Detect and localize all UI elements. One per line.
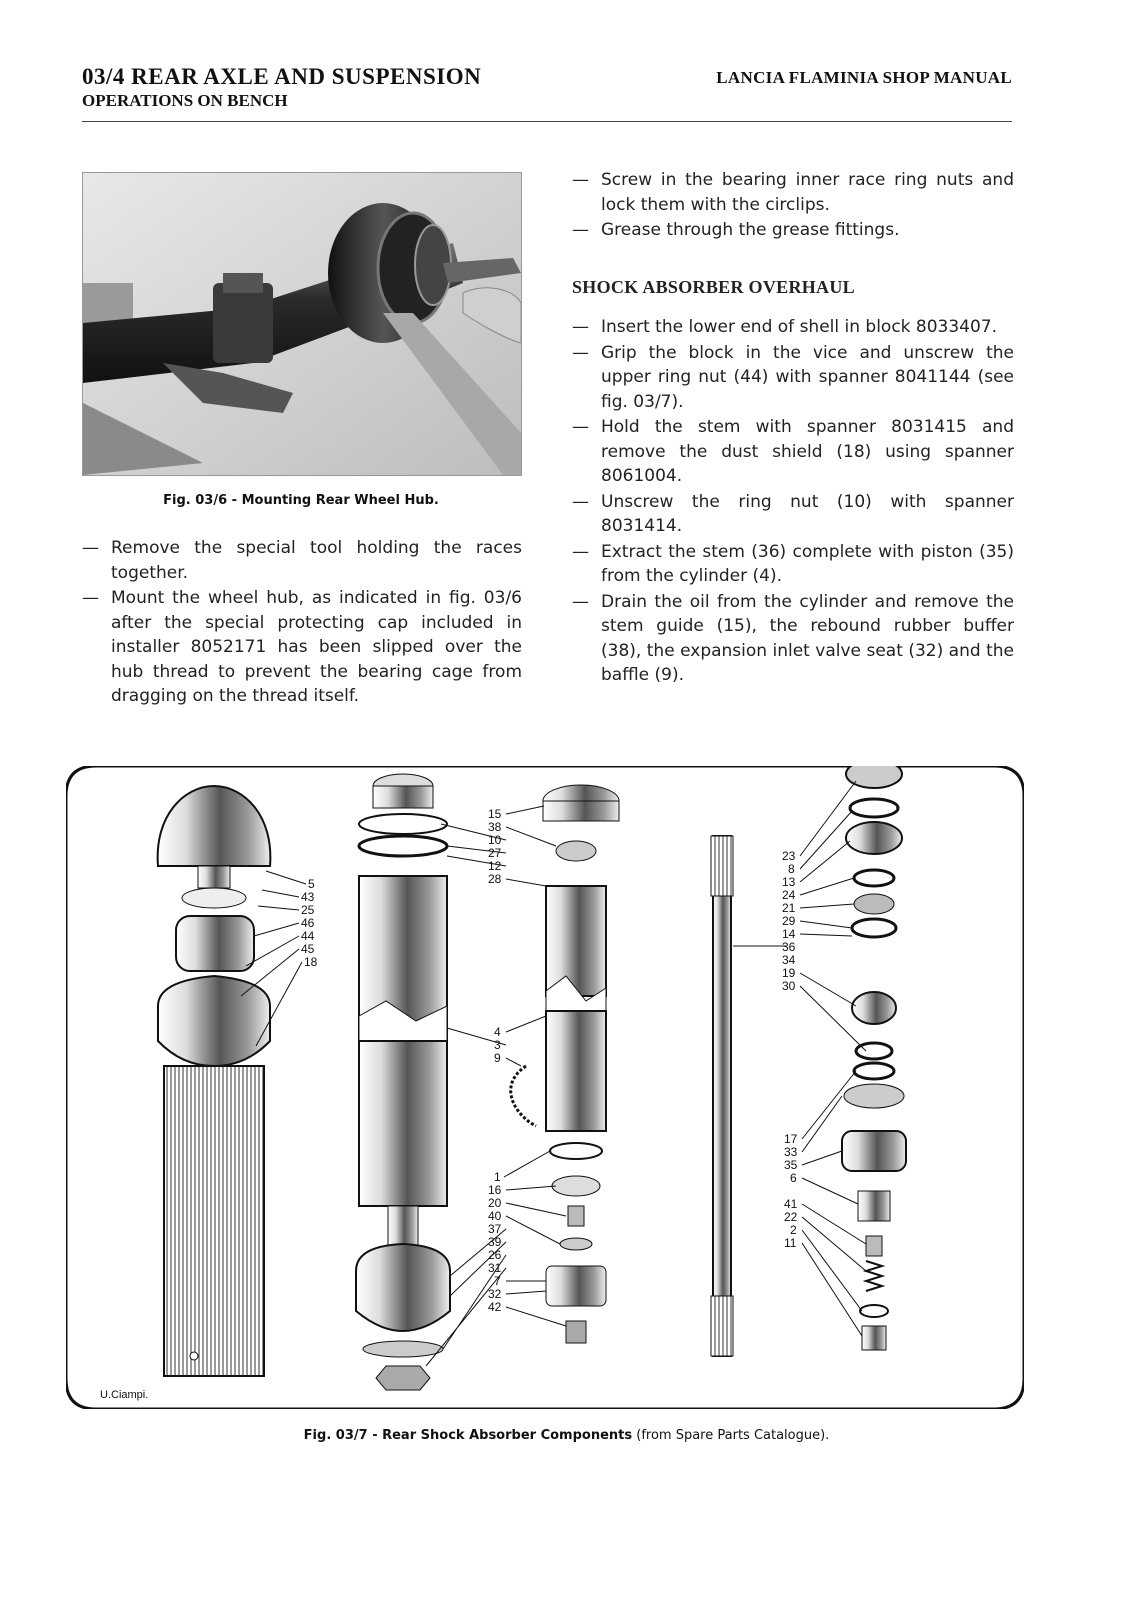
part-label: 14: [782, 927, 796, 941]
wheel-hub-illustration: [83, 173, 521, 475]
outer-shell-assembly: [158, 786, 271, 1376]
part-label: 36: [782, 940, 796, 954]
part-label: 12: [488, 859, 502, 873]
right-column: [572, 168, 1014, 689]
wheel-hub-photo: [82, 172, 522, 476]
list-item: — Insert the lower end of shell in block 8033407.: [572, 315, 1014, 340]
page-subtitle: OPERATIONS ON BENCH: [82, 91, 288, 110]
part-label: 23: [782, 849, 796, 863]
list-item-text: Hold the stem with spanner 8031415 and remove the dust shield (18) using spanner 8061004.: [601, 417, 1014, 486]
part-label: 37: [488, 1222, 502, 1236]
header-rule: [82, 121, 1012, 122]
list-item: — Mount the wheel hub, as indicated in fig. 03/6 after the special protecting cap included in installer 8052171 has been slipped over the hub thread to prevent the bearing cage from dragging on the thread itself.: [82, 586, 522, 709]
part-label: 4: [494, 1025, 501, 1039]
part-label: 21: [782, 901, 796, 915]
part-label: 20: [488, 1196, 502, 1210]
caption-bold: Fig. 03/7 - Rear Shock Absorber Components: [303, 1428, 633, 1443]
part-label: 5: [308, 877, 315, 891]
list-item-text: Unscrew the ring nut (10) with spanner 8031414.: [601, 491, 1014, 536]
list-item: — Extract the stem (36) complete with piston (35) from the cylinder (4).: [572, 540, 1014, 589]
list-item: — Drain the oil from the cylinder and remove the stem guide (15), the rebound rubber buffer (38), the expansion inlet valve seat (32) and the baffle (9).: [572, 590, 1014, 688]
part-label: 10: [488, 833, 502, 847]
caption-rest: (from Spare Parts Catalogue).: [632, 1428, 830, 1443]
part-label: 8: [788, 862, 795, 876]
list-item-text: Mount the wheel hub, as indicated in fig. 03/6 after the special protecting cap included in installer 8052171 has been slipped over the hub thread to prevent the bearing cage from dragging on the thread itself.: [111, 588, 522, 706]
list-item: — Grease through the grease fittings.: [572, 218, 1014, 243]
shock-absorber-diagram: [66, 766, 1024, 1409]
part-label: 35: [784, 1158, 798, 1172]
manual-title: LANCIA FLAMINIA SHOP MANUAL: [716, 68, 1012, 87]
part-label: 38: [488, 820, 502, 834]
part-label: 27: [488, 846, 502, 860]
list-item-text: Grip the block in the vice and unscrew the upper ring nut (44) with spanner 8041144 (see fig. 03/7).: [601, 342, 1014, 412]
part-label: 11: [784, 1236, 797, 1250]
part-label: 42: [488, 1300, 502, 1314]
part-label: 44: [301, 929, 315, 943]
part-label: 28: [488, 872, 502, 886]
part-label: 16: [488, 1183, 502, 1197]
part-label: 6: [790, 1171, 797, 1185]
part-label: 9: [494, 1051, 501, 1065]
list-item: — Remove the special tool holding the races together.: [82, 536, 522, 585]
valve-stack-parts: [842, 766, 906, 1350]
figure-caption-wheel-hub: Fig. 03/6 - Mounting Rear Wheel Hub.: [163, 493, 439, 508]
section-heading: SHOCK ABSORBER OVERHAUL: [572, 276, 855, 297]
list-item-text: Grease through the grease fittings.: [601, 220, 900, 240]
part-label: 17: [784, 1132, 798, 1146]
part-label: 40: [488, 1209, 502, 1223]
part-label: 39: [488, 1235, 502, 1249]
part-label: 46: [301, 916, 315, 930]
list-item-text: Insert the lower end of shell in block 8033407.: [601, 317, 998, 337]
list-item: — Unscrew the ring nut (10) with spanner 8031414.: [572, 490, 1014, 539]
artist-signature: U.Ciampi.: [100, 1389, 149, 1401]
part-label: 33: [784, 1145, 798, 1159]
stem-rod: [711, 836, 786, 1356]
part-label: 22: [784, 1210, 798, 1224]
part-label: 41: [784, 1197, 798, 1211]
part-label: 15: [488, 807, 502, 821]
list-item-text: Remove the special tool holding the races together.: [111, 538, 522, 583]
list-item: — Hold the stem with spanner 8031415 and remove the dust shield (18) using spanner 8061004.: [572, 415, 1014, 489]
part-label: 1: [494, 1170, 501, 1184]
part-label: 18: [304, 955, 318, 969]
shock-absorber-exploded-view: [66, 766, 1024, 1409]
list-item-text: Extract the stem (36) complete with piston (35) from the cylinder (4).: [601, 541, 1014, 586]
part-label: 26: [488, 1248, 502, 1262]
part-label: 45: [301, 942, 315, 956]
part-label: 2: [790, 1223, 797, 1237]
part-label: 13: [782, 875, 796, 889]
list-item: — Grip the block in the vice and unscrew the upper ring nut (44) with spanner 8041144 (see fig. 03/7).: [572, 341, 1014, 415]
list-item: — Screw in the bearing inner race ring nuts and lock them with the circlips.: [572, 168, 1014, 217]
labels-group-g: [784, 1197, 866, 1336]
part-label: 7: [494, 1274, 501, 1288]
inner-cylinder-parts: [511, 785, 619, 1343]
part-label: 34: [782, 953, 796, 967]
cylinder-shell-parts: [356, 774, 450, 1390]
part-label: 31: [488, 1261, 502, 1275]
labels-group-b: [441, 806, 556, 886]
part-label: 32: [488, 1287, 502, 1301]
labels-group-c: [447, 1016, 546, 1066]
part-label: 3: [494, 1038, 501, 1052]
part-label: 30: [782, 979, 796, 993]
part-label: 24: [782, 888, 796, 902]
left-column: [82, 536, 522, 710]
part-label: 25: [301, 903, 315, 917]
list-item-text: Drain the oil from the cylinder and remove the stem guide (15), the rebound rubber buffer (38), the expansion inlet valve seat (32) and the baffle (9).: [601, 591, 1014, 685]
part-label: 19: [782, 966, 796, 980]
part-label: 43: [301, 890, 315, 904]
header-left: [82, 64, 481, 111]
figure-caption-shock-absorber: [0, 1428, 1133, 1443]
page-title: 03/4 REAR AXLE AND SUSPENSION: [82, 64, 482, 89]
list-item-text: Screw in the bearing inner race ring nuts and lock them with the circlips.: [601, 170, 1014, 215]
part-label: 29: [782, 914, 796, 928]
